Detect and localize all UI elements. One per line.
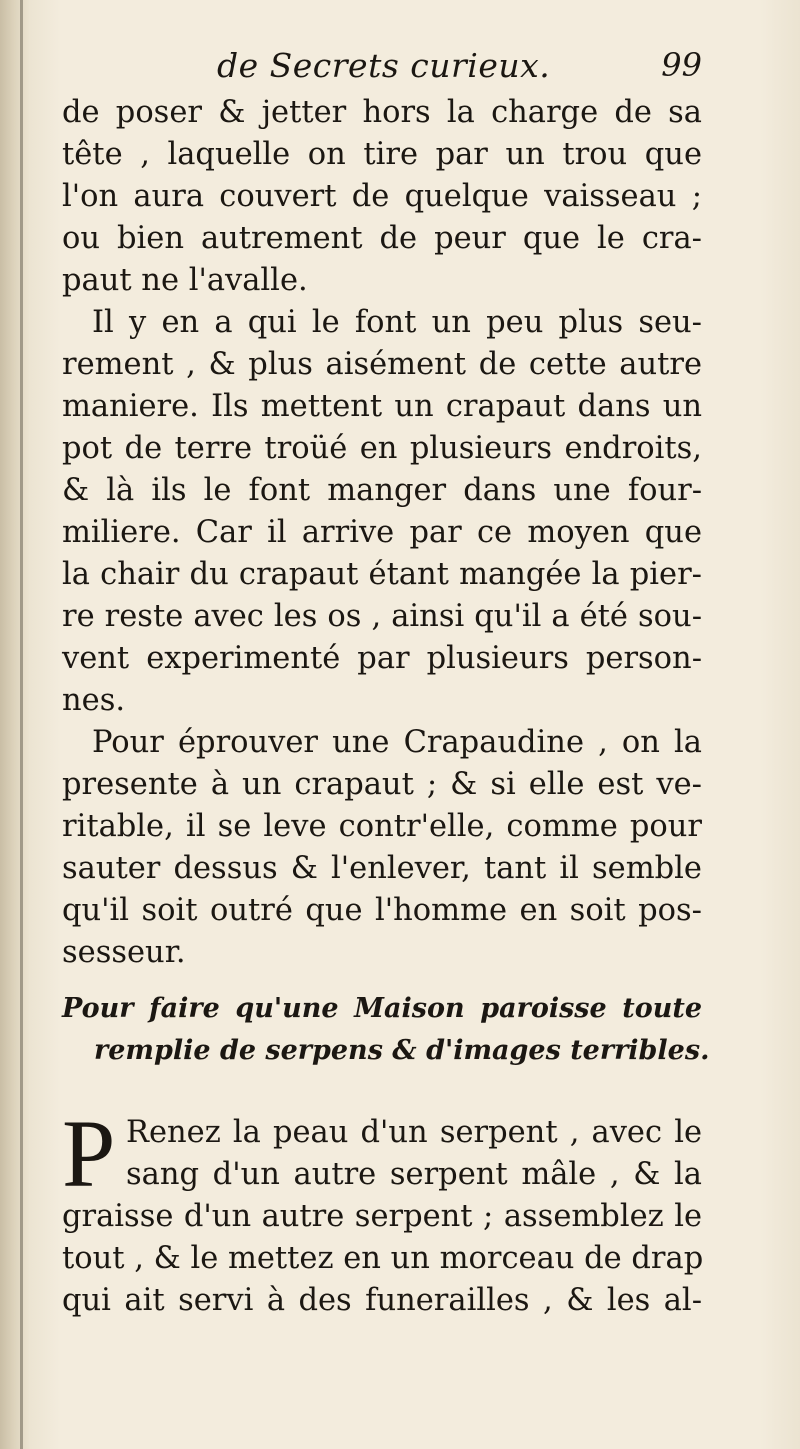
- text-line: sauter dessus & l'enlever, tant il semble: [62, 851, 702, 886]
- text-line: Pour éprouver une Crapaudine , on la: [92, 725, 702, 760]
- text-line: tout , & le mettez en un morceau de drap: [62, 1241, 704, 1276]
- text-line: graisse d'un autre serpent ; assemblez le: [62, 1199, 702, 1234]
- text-line: miliere. Car il arrive par ce moyen que: [62, 515, 702, 550]
- section-title-line: Pour faire qu'une Maison paroisse toute: [62, 993, 702, 1024]
- text-line: l'on aura couvert de quelque vaisseau ;: [62, 179, 702, 214]
- paragraph-3: [62, 722, 702, 974]
- binding-gutter: [20, 0, 23, 1449]
- text-line: paut ne l'avalle.: [62, 263, 308, 298]
- recipe-paragraph: [62, 1100, 704, 1322]
- text-line: ou bien autrement de peur que le cra-: [62, 221, 702, 256]
- text-line: presente à un crapaut ; & si elle est ve-: [62, 767, 702, 802]
- text-line: rement , & plus aisément de cette autre: [62, 347, 702, 382]
- text-line: qu'il soit outré que l'homme en soit pos-: [62, 893, 702, 928]
- text-line: ritable, il se leve contr'elle, comme pour: [62, 809, 702, 844]
- text-line: de poser & jetter hors la charge de sa: [62, 95, 702, 130]
- text-line: maniere. Ils mettent un crapaut dans un: [62, 389, 702, 424]
- text-line: la chair du crapaut étant mangée la pier-: [62, 557, 702, 592]
- text-line: sesseur.: [62, 935, 186, 970]
- text-line: & là ils le font manger dans une four-: [62, 473, 702, 508]
- section-title-line: remplie de serpens & d'images terribles.: [94, 1035, 710, 1066]
- text-line: re reste avec les os , ainsi qu'il a été sou-: [62, 599, 702, 634]
- text-line: nes.: [62, 683, 126, 718]
- text-line: Il y en a qui le font un peu plus seu-: [92, 305, 702, 340]
- running-head: de Secrets curieux.: [217, 46, 551, 85]
- drop-cap: P: [62, 1100, 116, 1207]
- page-header: [62, 46, 702, 94]
- text-line: vent experimenté par plusieurs person-: [62, 641, 702, 676]
- text-line: sang d'un autre serpent mâle , & la: [126, 1157, 702, 1192]
- paragraph-2: [62, 302, 702, 722]
- page-number: 99: [661, 46, 702, 84]
- text-line: tête , laquelle on tire par un trou que: [62, 137, 702, 172]
- paragraph-1: [62, 92, 702, 302]
- text-line: pot de terre troüé en plusieurs endroits,: [62, 431, 702, 466]
- body-text: [62, 92, 702, 974]
- section-title: [62, 988, 710, 1072]
- text-line: qui ait servi à des funerailles , & les al-: [62, 1283, 702, 1318]
- text-line: Renez la peau d'un serpent , avec le: [126, 1115, 702, 1150]
